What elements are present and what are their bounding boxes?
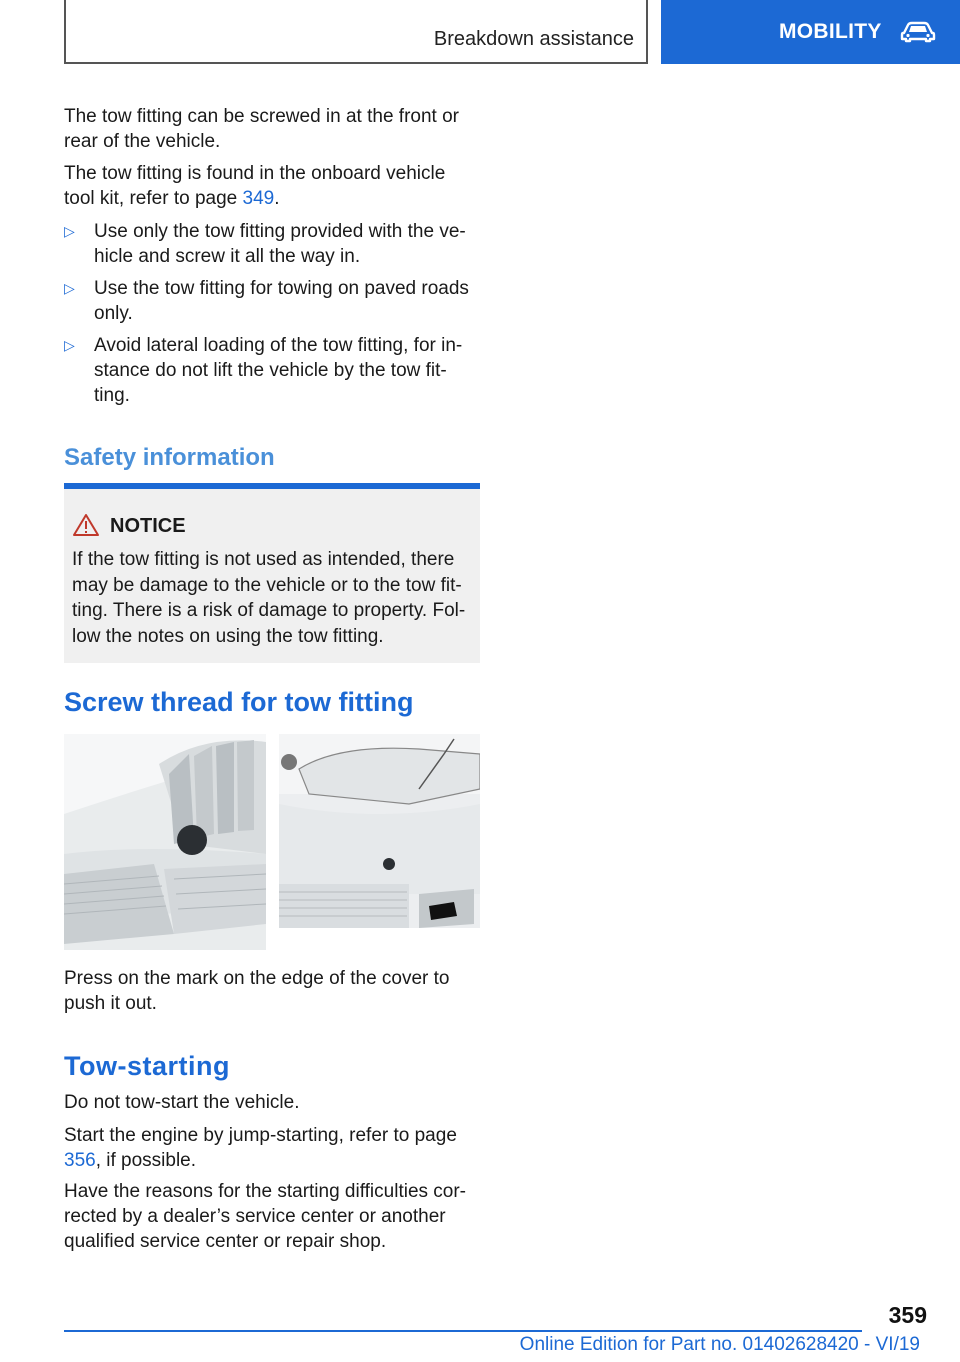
tow-text-2 <box>64 1123 480 1173</box>
notice-box <box>64 483 480 663</box>
tow-text-2-after: , if possible. <box>95 1150 197 1171</box>
tow-paragraph-1 <box>64 1090 480 1115</box>
list-item-text: Use the tow fitting for towing on paved roads only. <box>94 278 469 324</box>
list-item <box>64 219 480 269</box>
page-link-349[interactable]: 349 <box>242 188 275 209</box>
tow-text-3: Have the reasons for the starting difficulties cor‐rected by a dealer’s service center or another qualified service center or repair shop. <box>64 1181 467 1252</box>
list-item <box>64 276 480 326</box>
page-number: 359 <box>888 1302 927 1328</box>
header-chapter-label: MOBILITY <box>779 20 882 43</box>
bullet-triangle-icon: ▷ <box>64 280 75 296</box>
tow-starting-heading: Tow-starting <box>64 1051 230 1081</box>
header-section-title: Breakdown assistance <box>433 28 634 50</box>
tow-text-2-before: Start the engine by jump-starting, refer to page <box>64 1125 457 1146</box>
tow-text-1: Do not tow-start the vehicle. <box>64 1092 300 1113</box>
intro-text-2-after: . <box>274 188 280 209</box>
header-chapter-tab <box>661 0 960 64</box>
notice-title: NOTICE <box>110 515 186 537</box>
list-item-text: Avoid lateral loading of the tow fitting, for in‐stance do not lift the vehicle by the tow fit‐ting. <box>94 335 463 406</box>
safety-heading: Safety information <box>64 444 275 471</box>
rear-bumper-image <box>279 734 480 928</box>
intro-text-2 <box>64 161 480 211</box>
screw-heading: Screw thread for tow fitting <box>64 687 414 717</box>
warning-icon <box>72 513 100 537</box>
car-icon <box>900 21 936 43</box>
front-bumper-image <box>64 734 266 950</box>
footer-edition: Online Edition for Part no. 01402628420 - VI/19 <box>519 1334 920 1355</box>
page-link-356[interactable]: 356 <box>64 1150 96 1171</box>
intro-text-1: The tow fitting can be screwed in at the front or rear of the vehicle. <box>64 106 459 152</box>
screw-caption <box>64 966 480 1016</box>
footer-divider <box>64 1330 862 1332</box>
tow-paragraph-3 <box>64 1179 480 1254</box>
tow-paragraph-2 <box>64 1123 480 1173</box>
intro-text-2-before: The tow fitting is found in the onboard vehicle tool kit, refer to page <box>64 163 446 209</box>
list-item-text: Use only the tow fitting provided with the ve‐hicle and screw it all the way in. <box>94 221 466 267</box>
bullet-triangle-icon: ▷ <box>64 337 75 353</box>
list-item <box>64 333 480 408</box>
screw-caption-text: Press on the mark on the edge of the cover to push it out. <box>64 968 450 1014</box>
intro-paragraph-1 <box>64 104 480 154</box>
bullet-triangle-icon: ▷ <box>64 223 75 239</box>
notice-text: If the tow fitting is not used as intended, there may be damage to the vehicle or to the tow fit‐ting. There is a risk of damage to property. Fol‐low the notes on using the tow fitting. <box>72 549 466 647</box>
intro-paragraph-2 <box>64 161 480 211</box>
